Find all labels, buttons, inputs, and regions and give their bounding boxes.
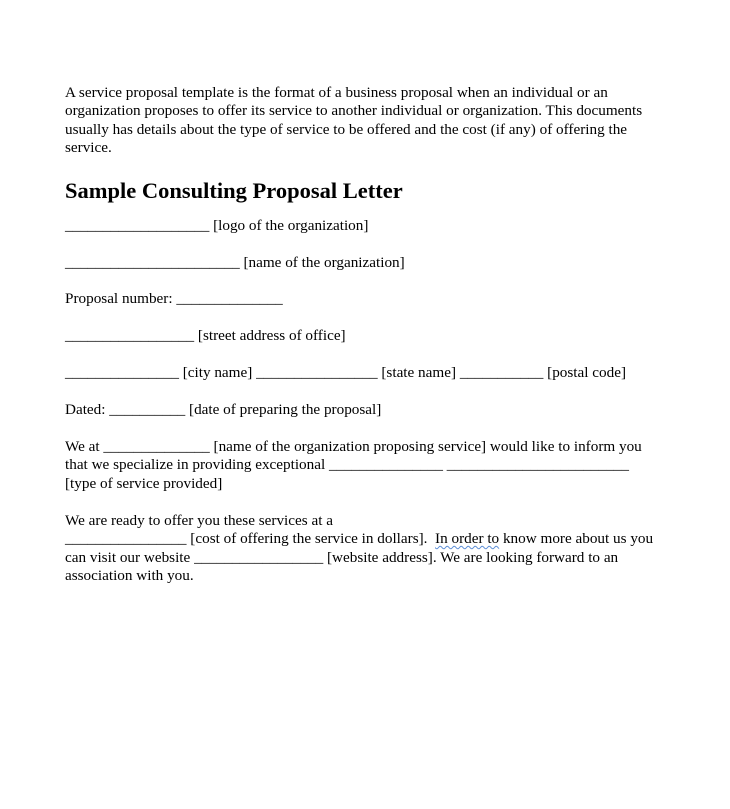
dated-label: Dated: xyxy=(65,401,110,419)
intro-paragraph: A service proposal template is the format of a business proposal when an individual or an organization proposes to offer its service to another individual or organization. This documents usually has details about the type of service to be offered and the cost (if any) of offering the service. xyxy=(65,84,643,157)
state-hint: [state name] xyxy=(377,364,460,382)
street-address-line xyxy=(65,327,655,345)
website-hint: [website address]. We are looking forward to an association with you. xyxy=(65,548,619,584)
logo-hint: [logo of the organization] xyxy=(209,216,369,234)
proposal-number-label: Proposal number: xyxy=(65,290,177,308)
we-at-paragraph xyxy=(65,438,655,493)
proposal-number-blank[interactable]: ______________ xyxy=(176,290,283,308)
we-at-blank[interactable]: ______________ xyxy=(103,438,210,456)
logo-blank[interactable]: ___________________ xyxy=(65,216,210,234)
street-blank[interactable]: _________________ xyxy=(65,327,195,345)
cost-blank[interactable]: ________________ xyxy=(65,530,187,548)
we-at-text: [name of the organization proposing service] would like to inform you that we specialize in providing exceptional xyxy=(65,438,642,474)
city-hint: [city name] xyxy=(178,364,257,382)
offer-paragraph xyxy=(65,512,655,586)
document-title: Sample Consulting Proposal Letter xyxy=(65,177,403,203)
logo-line xyxy=(65,217,655,235)
postal-blank[interactable]: ___________ xyxy=(459,364,544,382)
state-blank[interactable]: ________________ xyxy=(256,364,378,382)
postal-hint: [postal code] xyxy=(543,364,626,382)
dated-line xyxy=(65,401,655,419)
city-state-postal-line xyxy=(65,364,655,382)
city-blank[interactable]: _______________ xyxy=(65,364,179,382)
grammar-flag-in-order-to[interactable]: In order to xyxy=(435,530,500,548)
dated-blank[interactable]: __________ xyxy=(109,401,186,419)
document-page xyxy=(65,84,655,604)
offer-text: We are ready to offer you these services at a xyxy=(65,511,333,529)
org-name-line xyxy=(65,254,655,272)
dated-hint: [date of preparing the proposal] xyxy=(185,401,382,419)
org-name-hint: [name of the organization] xyxy=(239,253,405,271)
cost-hint: [cost of offering the service in dollars]. xyxy=(186,530,436,548)
street-hint: [street address of office] xyxy=(194,327,346,345)
service-hint: [type of service provided] xyxy=(65,474,223,492)
we-at-label: We at xyxy=(65,438,104,456)
website-blank[interactable]: _________________ xyxy=(194,548,324,566)
service-blank[interactable]: _______________ ________________________ xyxy=(329,456,629,474)
org-name-blank[interactable]: _______________________ xyxy=(65,253,240,271)
proposal-number-line xyxy=(65,290,655,308)
know-more-text: know more about us you can visit our website xyxy=(65,530,654,566)
